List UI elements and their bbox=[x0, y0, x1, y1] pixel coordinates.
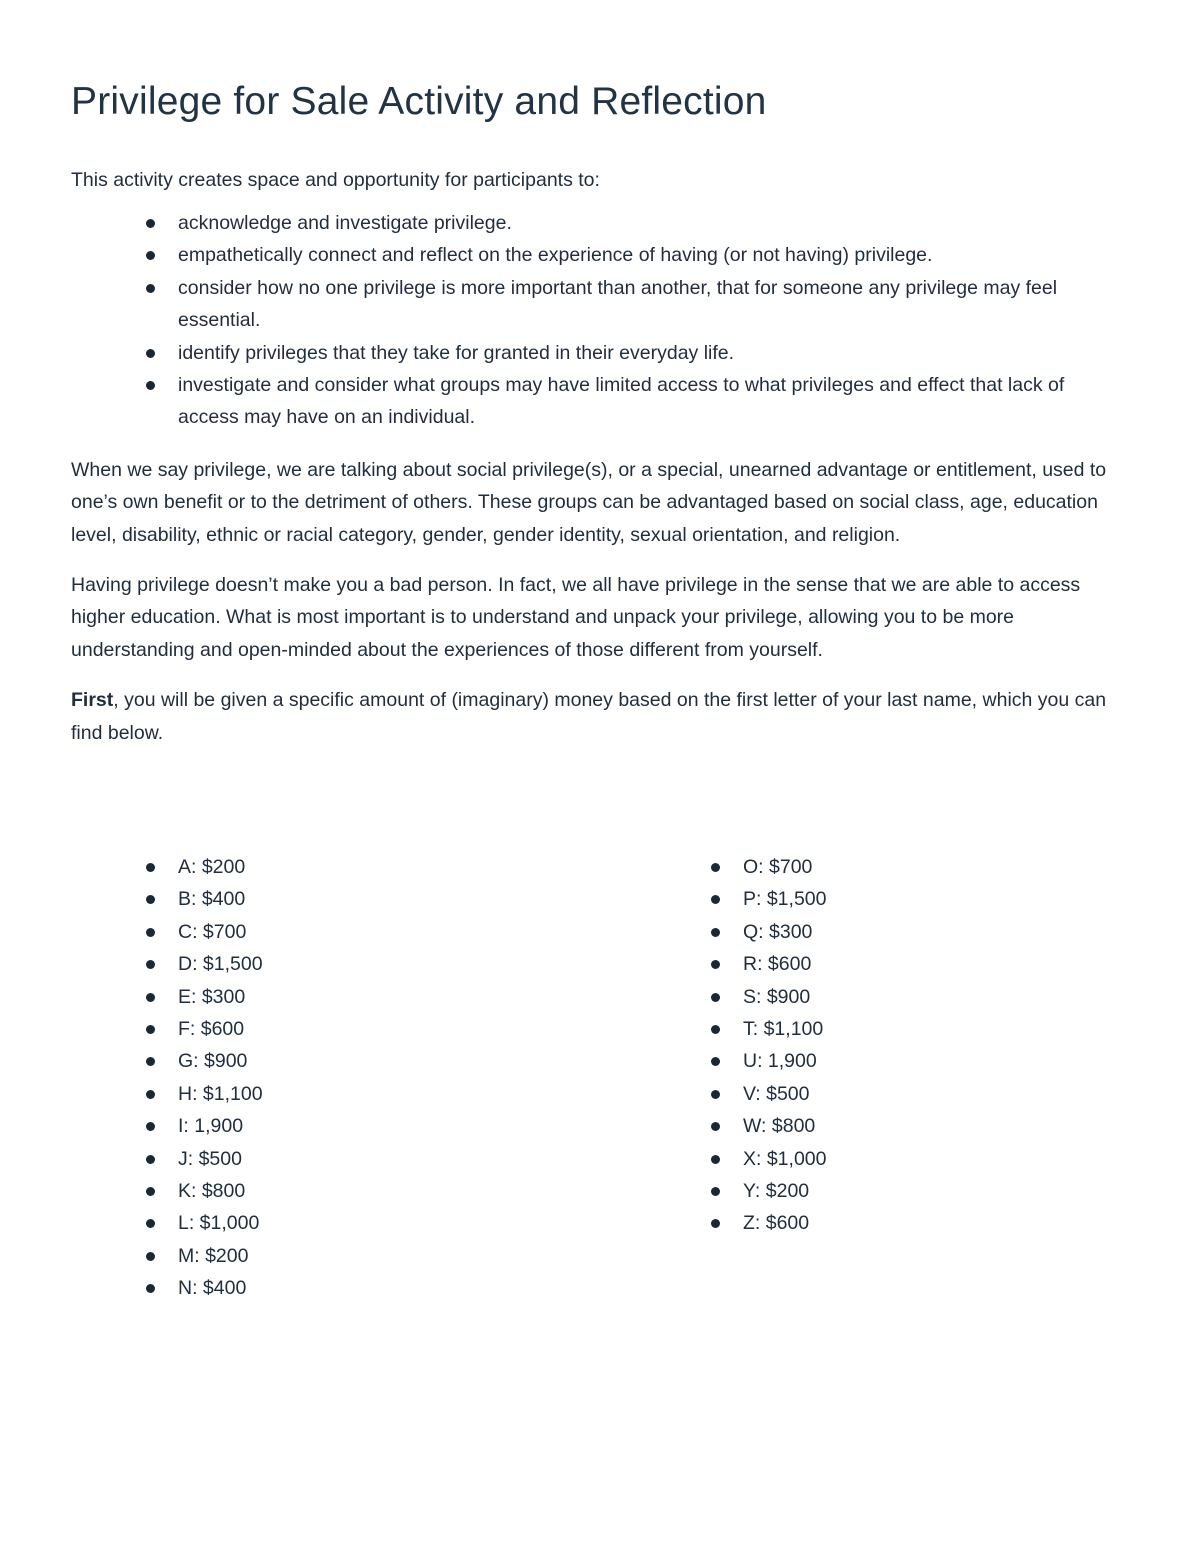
bullet-icon bbox=[146, 219, 155, 228]
letter-amount: D: $1,500 bbox=[178, 953, 263, 976]
intro-text: This activity creates space and opportunity for participants to: bbox=[71, 169, 600, 191]
having-privilege-paragraph: Having privilege doesn’t make you a bad person. In fact, we all have privilege in the sense that we are able to access higher education. What is most important is to understand and unpack your privilege, allowing you to be more understanding and open-minded about the experiences of those different from yourself. bbox=[71, 574, 1081, 661]
list-item bbox=[0, 1078, 263, 1110]
letter-amount: J: $500 bbox=[178, 1147, 242, 1170]
bullet-icon bbox=[711, 928, 720, 937]
list-item bbox=[565, 1078, 826, 1110]
goal-text: investigate and consider what groups may have limited access to what privileges and effect that lack of access may have on an individual. bbox=[178, 374, 1065, 429]
list-item bbox=[565, 1013, 826, 1045]
list-item bbox=[565, 1045, 826, 1077]
bullet-icon bbox=[146, 1122, 155, 1131]
list-item bbox=[0, 851, 263, 883]
list-item bbox=[0, 1013, 263, 1045]
letter-amount: W: $800 bbox=[743, 1115, 816, 1138]
letter-amount: X: $1,000 bbox=[743, 1147, 827, 1170]
goal-text: identify privileges that they take for granted in their everyday life. bbox=[178, 341, 735, 364]
letter-amount: O: $700 bbox=[743, 856, 813, 878]
bullet-icon bbox=[146, 1090, 155, 1099]
goal-text: empathetically connect and reflect on the experience of having (or not having) privilege. bbox=[178, 244, 933, 267]
list-item bbox=[565, 851, 826, 883]
list-item bbox=[0, 1143, 263, 1175]
bullet-icon bbox=[146, 284, 155, 293]
goal-item bbox=[71, 337, 1128, 369]
bullet-icon bbox=[711, 993, 720, 1002]
letters-left-column bbox=[0, 851, 263, 1305]
letter-amount: P: $1,500 bbox=[743, 888, 827, 911]
list-item bbox=[565, 1207, 826, 1239]
goal-text: consider how no one privilege is more important than another, that for someone any privilege may feel essential. bbox=[178, 276, 1058, 332]
letter-amount: A: $200 bbox=[178, 856, 246, 878]
bullet-icon bbox=[711, 960, 720, 969]
bullet-icon bbox=[146, 1219, 155, 1228]
letter-amount: T: $1,100 bbox=[743, 1018, 824, 1041]
letter-amount: C: $700 bbox=[178, 920, 247, 943]
letter-amount: S: $900 bbox=[743, 985, 811, 1008]
bullet-icon bbox=[711, 1025, 720, 1034]
letter-amount: B: $400 bbox=[178, 888, 246, 911]
list-item bbox=[0, 1207, 263, 1239]
list-item bbox=[565, 1175, 826, 1207]
goal-item bbox=[71, 207, 1128, 239]
list-item bbox=[0, 1110, 263, 1142]
list-item bbox=[565, 948, 826, 980]
letter-amount: L: $1,000 bbox=[178, 1212, 260, 1235]
bullet-icon bbox=[711, 1219, 720, 1228]
list-item bbox=[565, 1110, 826, 1142]
letter-amount: K: $800 bbox=[178, 1180, 246, 1203]
letter-amount: G: $900 bbox=[178, 1050, 248, 1073]
bullet-icon bbox=[711, 1122, 720, 1131]
list-item bbox=[0, 1272, 263, 1304]
first-step-paragraph bbox=[71, 684, 1128, 749]
letter-amount: I: 1,900 bbox=[178, 1115, 244, 1138]
bullet-icon bbox=[146, 1284, 155, 1293]
list-item bbox=[0, 1045, 263, 1077]
bullet-icon bbox=[146, 863, 155, 872]
bullet-icon bbox=[146, 895, 155, 904]
list-item bbox=[565, 1143, 826, 1175]
bullet-icon bbox=[711, 1057, 720, 1066]
letter-amount: N: $400 bbox=[178, 1277, 247, 1300]
letter-amount: F: $600 bbox=[178, 1018, 245, 1041]
bullet-icon bbox=[711, 1187, 720, 1196]
bullet-icon bbox=[146, 349, 155, 358]
goal-item bbox=[71, 272, 1128, 337]
letter-amount: Q: $300 bbox=[743, 920, 813, 943]
list-item bbox=[0, 948, 263, 980]
letter-amount: Y: $200 bbox=[743, 1180, 810, 1203]
bullet-icon bbox=[711, 1155, 720, 1164]
bullet-icon bbox=[146, 928, 155, 937]
privilege-definition-paragraph: When we say privilege, we are talking about social privilege(s), or a special, unearned advantage or entitlement, used to one’s own benefit or to the detriment of others. These groups can be advantaged based on social class, age, education level, disability, ethnic or racial category, gender, gender identity, sexual orientation, and religion. bbox=[71, 458, 1107, 546]
goals-list bbox=[71, 207, 1128, 434]
first-step-text: , you will be given a specific amount of (imaginary) money based on the first letter of your last name, which you can find below. bbox=[71, 689, 1107, 744]
page-title: Privilege for Sale Activity and Reflection bbox=[71, 80, 767, 123]
letters-right-column bbox=[565, 851, 826, 1240]
letter-amount: V: $500 bbox=[743, 1082, 810, 1105]
bullet-icon bbox=[711, 1090, 720, 1099]
bullet-icon bbox=[146, 960, 155, 969]
list-item bbox=[0, 1240, 263, 1272]
bullet-icon bbox=[146, 1025, 155, 1034]
list-item bbox=[565, 916, 826, 948]
bullet-icon bbox=[146, 1252, 155, 1261]
bullet-icon bbox=[711, 895, 720, 904]
list-item bbox=[0, 883, 263, 915]
letter-amount: U: 1,900 bbox=[743, 1050, 817, 1073]
goal-text: acknowledge and investigate privilege. bbox=[178, 212, 512, 234]
bullet-icon bbox=[146, 1155, 155, 1164]
list-item bbox=[0, 981, 263, 1013]
bullet-icon bbox=[711, 863, 720, 872]
list-item bbox=[565, 981, 826, 1013]
list-item bbox=[0, 916, 263, 948]
bullet-icon bbox=[146, 381, 155, 390]
letter-amount: E: $300 bbox=[178, 985, 246, 1008]
list-item bbox=[565, 883, 826, 915]
letter-amount: R: $600 bbox=[743, 953, 812, 976]
bullet-icon bbox=[146, 251, 155, 260]
letter-amount: M: $200 bbox=[178, 1244, 249, 1267]
letter-amount: H: $1,100 bbox=[178, 1082, 263, 1105]
bullet-icon bbox=[146, 1057, 155, 1066]
first-bold-label: First bbox=[71, 689, 114, 712]
goal-item bbox=[71, 369, 1128, 434]
bullet-icon bbox=[146, 1187, 155, 1196]
bullet-icon bbox=[146, 993, 155, 1002]
list-item bbox=[0, 1175, 263, 1207]
goal-item bbox=[71, 239, 1128, 271]
letter-amount: Z: $600 bbox=[743, 1212, 810, 1235]
